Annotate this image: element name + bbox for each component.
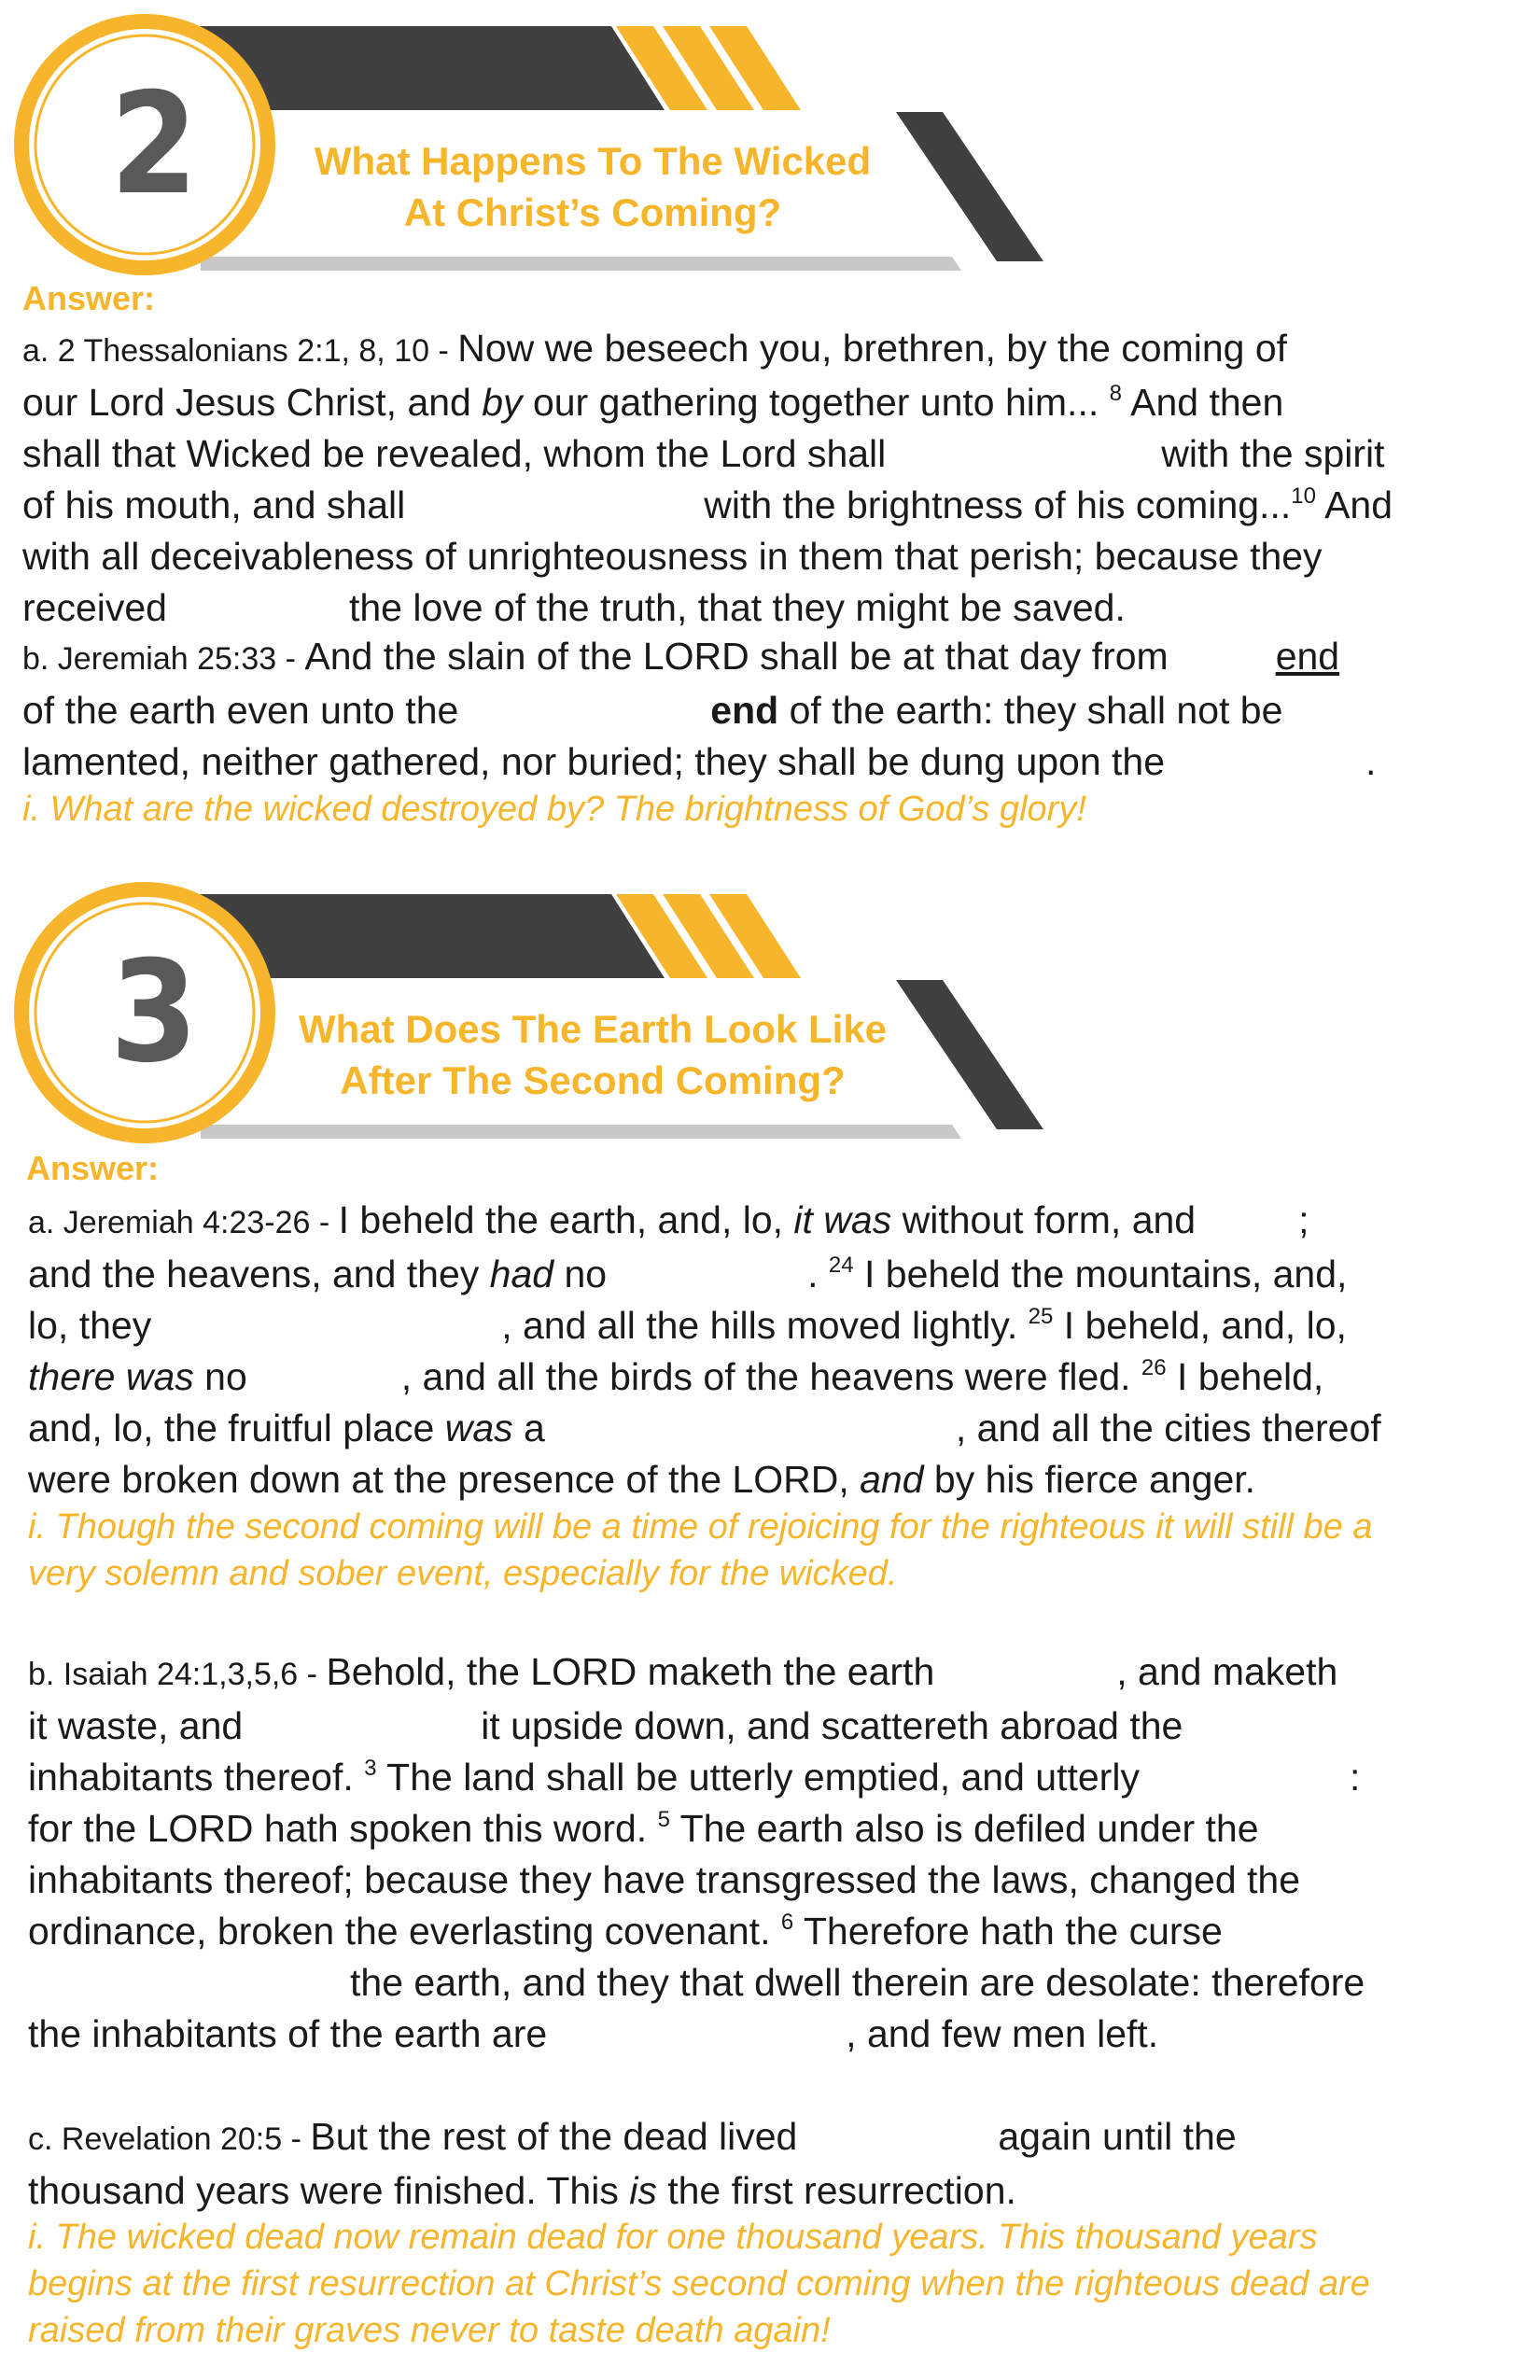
- section-2-banner: [0, 0, 1540, 280]
- text: , and maketh: [1116, 1650, 1338, 1693]
- text-line: [28, 1906, 1521, 1957]
- text: the first resurrection.: [656, 2169, 1016, 2212]
- section-number: 2: [110, 63, 198, 226]
- text-line: [28, 1403, 1521, 1454]
- text: with the spirit: [1161, 432, 1385, 475]
- text: The land shall be utterly emptied, and utterly: [376, 1756, 1140, 1799]
- text: our gathering together unto him...: [522, 381, 1110, 424]
- text-line: [28, 1300, 1521, 1351]
- verse-number: 6: [780, 1910, 794, 1935]
- text: the love of the truth, that they might be saved.: [348, 586, 1126, 629]
- text-line: [22, 323, 1516, 377]
- text-line: [22, 377, 1516, 428]
- title-line-1: What Happens To The Wicked: [314, 139, 872, 183]
- text: thousand years were finished. This: [28, 2169, 630, 2212]
- title-line-1: What Does The Earth Look Like: [298, 1007, 888, 1051]
- answer-label: Answer:: [26, 1149, 160, 1187]
- text: of his mouth, and shall: [22, 483, 406, 526]
- text-line: [22, 428, 1516, 480]
- verse-number: 3: [364, 1756, 377, 1781]
- text-line: [28, 1752, 1521, 1803]
- italic-text: is: [629, 2169, 657, 2212]
- text: for the LORD hath spoken this word.: [28, 1807, 658, 1850]
- text: But the rest of the dead lived: [310, 2115, 798, 2158]
- text: And the slain of the LORD shall be at that day from: [304, 635, 1169, 678]
- scripture-reference: a. 2 Thessalonians 2:1, 8, 10 -: [22, 333, 458, 369]
- text-line: [28, 2111, 1521, 2165]
- text-line: [28, 1351, 1521, 1403]
- text: Behold, the LORD maketh the earth: [326, 1650, 935, 1693]
- text: our Lord Jesus Christ, and: [22, 381, 483, 424]
- text: I beheld the mountains, and,: [853, 1253, 1348, 1295]
- text: by his fierce anger.: [923, 1458, 1256, 1501]
- note-line: raised from their graves never to taste death again!: [28, 2311, 831, 2350]
- text: and, lo, the fruitful place: [28, 1407, 445, 1449]
- text-line: [28, 1803, 1521, 1855]
- text: again until the: [998, 2115, 1237, 2158]
- underlined-word: end: [1275, 635, 1340, 678]
- section-2-para-b: [22, 631, 1516, 788]
- italic-text: it was: [793, 1198, 892, 1241]
- text: I beheld,: [1166, 1355, 1324, 1398]
- note-line: i. The wicked dead now remain dead for one thousand years. This thousand years: [28, 2218, 1318, 2257]
- section-title: [224, 135, 961, 238]
- bold-word: end: [710, 689, 779, 732]
- text-line: [22, 736, 1516, 788]
- scripture-reference: a. Jeremiah 4:23-26 -: [28, 1205, 339, 1240]
- text: Therefore hath the curse: [793, 1910, 1223, 1953]
- section-3-banner: [0, 868, 1540, 1148]
- text: inhabitants thereof; because they have transgressed the laws, changed the: [28, 1858, 1301, 1901]
- text: and the heavens, and they: [28, 1253, 490, 1295]
- text: of the earth: they shall not be: [778, 689, 1283, 732]
- text-line: [28, 1454, 1521, 1505]
- section-3-para-b: [28, 1646, 1521, 2060]
- text-line: [28, 1701, 1521, 1752]
- text: The earth also is defiled under the: [669, 1807, 1259, 1850]
- verse-number: 26: [1141, 1355, 1167, 1380]
- text: , and all the hills moved lightly.: [501, 1304, 1029, 1347]
- section-3-note-a: [28, 1504, 1521, 1597]
- text-line: [28, 2009, 1521, 2060]
- text-line: [28, 2165, 1521, 2217]
- scripture-reference: c. Revelation 20:5 -: [28, 2121, 311, 2157]
- text: Now we beseech you, brethren, by the coming of: [457, 327, 1288, 370]
- note-line: begins at the first resurrection at Christ’s second coming when the righteous dead are: [28, 2264, 1370, 2303]
- text-line: [28, 1957, 1521, 2009]
- text: no: [553, 1253, 608, 1295]
- verse-number: 5: [657, 1807, 670, 1832]
- scripture-reference: b. Isaiah 24:1,3,5,6 -: [28, 1657, 327, 1692]
- text: lamented, neither gathered, nor buried; they shall be dung upon the: [22, 740, 1166, 783]
- text-line: [22, 685, 1516, 736]
- verse-number: 8: [1109, 381, 1122, 406]
- text: received: [22, 586, 167, 629]
- text: I beheld the earth, and, lo,: [338, 1198, 794, 1241]
- note-line: i. Though the second coming will be a time of rejoicing for the righteous it will still be a: [28, 1507, 1373, 1547]
- section-number: 3: [110, 931, 198, 1094]
- section-3-note-c: [28, 2214, 1521, 2354]
- italic-text: there was: [28, 1355, 194, 1398]
- text-line: [22, 531, 1516, 582]
- text: shall that Wicked be revealed, whom the Lord shall: [22, 432, 887, 475]
- text: it waste, and: [28, 1704, 244, 1747]
- text-line: [22, 631, 1516, 685]
- note-line: very solemn and sober event, especially for the wicked.: [28, 1554, 898, 1593]
- verse-number: 25: [1028, 1304, 1054, 1329]
- text: ordinance, broken the everlasting covenant.: [28, 1910, 781, 1953]
- text: with all deceivableness of unrighteousness in them that perish; because they: [22, 535, 1323, 578]
- italic-text: had: [489, 1253, 554, 1295]
- text: And then: [1121, 381, 1284, 424]
- verse-number: 24: [828, 1253, 854, 1278]
- section-title: [224, 1003, 961, 1106]
- text: a: [512, 1407, 545, 1449]
- text: I beheld, and, lo,: [1053, 1304, 1347, 1347]
- section-2-note: i. What are the wicked destroyed by? The brightness of God’s glory!: [22, 790, 1086, 829]
- text: of the earth even unto the: [22, 689, 459, 732]
- text: .: [807, 1253, 829, 1295]
- text: , and all the cities thereof: [955, 1407, 1381, 1449]
- text-line: [22, 480, 1516, 531]
- text-line: [28, 1249, 1521, 1300]
- text-line: [28, 1646, 1521, 1701]
- text: inhabitants thereof.: [28, 1756, 365, 1799]
- text: , and all the birds of the heavens were fled.: [400, 1355, 1141, 1398]
- section-3-para-a: [28, 1195, 1521, 1505]
- italic-text: and: [860, 1458, 924, 1501]
- text-line: [22, 582, 1516, 634]
- section-2-para-a: [22, 323, 1516, 634]
- text-line: [28, 1195, 1521, 1249]
- text: it upside down, and scattereth abroad the: [481, 1704, 1183, 1747]
- text: And: [1315, 483, 1393, 526]
- text: the inhabitants of the earth are: [28, 2012, 548, 2055]
- section-3-para-c: [28, 2111, 1521, 2217]
- text: , and few men left.: [846, 2012, 1159, 2055]
- text: ;: [1298, 1198, 1309, 1241]
- italic-text: was: [444, 1407, 513, 1449]
- text: the earth, and they that dwell therein are desolate: therefore: [350, 1961, 1365, 2004]
- text-line: [28, 1855, 1521, 1906]
- italic-text: by: [482, 381, 523, 424]
- scripture-reference: b. Jeremiah 25:33 -: [22, 641, 305, 677]
- text: without form, and: [891, 1198, 1197, 1241]
- title-line-2: After The Second Coming?: [340, 1058, 846, 1102]
- text: .: [1365, 740, 1377, 783]
- text: lo, they: [28, 1304, 152, 1347]
- answer-label: Answer:: [22, 279, 156, 317]
- verse-number: 10: [1291, 483, 1316, 509]
- text: were broken down at the presence of the LORD,: [28, 1458, 861, 1501]
- text: :: [1349, 1756, 1361, 1799]
- title-line-2: At Christ’s Coming?: [403, 190, 782, 234]
- text: no: [193, 1355, 247, 1398]
- text: with the brightness of his coming...: [704, 483, 1292, 526]
